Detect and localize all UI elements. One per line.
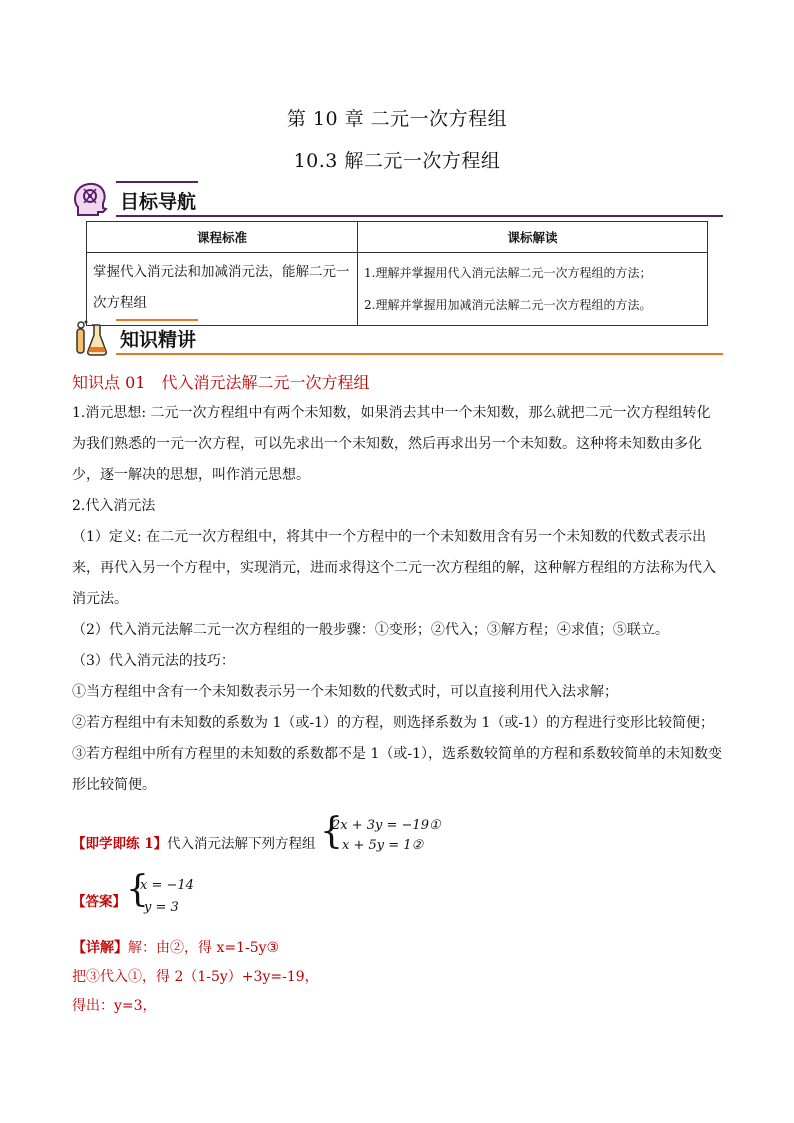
paragraph-elimination-idea: 1.消元思想: 二元一次方程组中有两个未知数，如果消去其中一个未知数，那么就把二元一次方程组转化为我们熟悉的一元一次方程，可以先求出一个未知数，然后再求出另一个未知数。这种将未知数由多化少，逐一解决的思想，叫作消元思想。 xyxy=(72,405,711,483)
knowledge-banner xyxy=(72,319,723,357)
exercise-equation-1: 2x + 3y = −19① xyxy=(332,818,441,833)
paragraph-tips-heading: （3）代入消元法的技巧： xyxy=(72,653,235,669)
lab-flask-icon xyxy=(72,319,110,357)
interpretation-cell xyxy=(358,253,708,326)
paragraph-definition: （1）定义: 在二元一次方程组中，将其中一个方程中的一个未知数用含有另一个未知数的代数式表示出来，再代入另一个方程中，实现消元，进而求得这个二元一次方程组的解，这种解方程组的方法称为代入消元法。 xyxy=(72,529,716,607)
paragraph-tip-1: ①当方程组中含有一个未知数表示另一个未知数的代数式时，可以直接利用代入法求解； xyxy=(72,684,618,700)
detail-line-1: 解：由②，得 x=1-5y③ xyxy=(128,940,280,956)
answer-equation-system xyxy=(126,869,208,920)
detail-line-3: 得出：y=3， xyxy=(72,998,157,1014)
knowledge-point-number: 知识点 01 xyxy=(72,373,146,392)
table-header-interpretation: 课标解读 xyxy=(358,222,708,253)
paragraph-tip-3: ③若方程组中所有方程里的未知数的系数都不是 1（或-1），选系数较简单的方程和系数较简单的未知数变形比较简便。 xyxy=(72,746,722,793)
knowledge-point-name: 代入消元法解二元一次方程组 xyxy=(161,373,370,392)
goals-banner-label: 目标导航 xyxy=(120,191,197,213)
knowledge-point-title xyxy=(72,370,369,393)
detail-tag: 【详解】 xyxy=(72,940,128,956)
table-header-standard: 课程标准 xyxy=(87,222,358,253)
answer-equation-1: x = −14 xyxy=(140,878,194,893)
interpretation-item: 2.理解并掌握用加减消元法解二元一次方程组的方法。 xyxy=(364,298,652,312)
detail-line xyxy=(72,934,724,963)
answer-block xyxy=(72,869,372,920)
paragraph-substitution-heading: 2.代入消元法 xyxy=(72,498,156,514)
paragraph-tip-2: ②若方程组中有未知数的系数为 1（或-1）的方程，则选择系数为 1（或-1）的方程进行变形比较简便； xyxy=(72,715,714,731)
interpretation-item: 1.理解并掌握用代入消元法解二元一次方程组的方法； xyxy=(364,266,652,280)
section-title: 10.3 解二元一次方程组 xyxy=(293,150,501,172)
table-row xyxy=(87,253,708,326)
exercise-prompt: 代入消元法解下列方程组 xyxy=(167,836,316,852)
answer-tag: 【答案】 xyxy=(72,894,126,910)
table-header-row xyxy=(87,222,708,253)
exercise-equation-2: x + 5y = 1② xyxy=(342,838,424,853)
brain-gear-icon xyxy=(72,181,110,219)
paragraph-steps: （2）代入消元法解二元一次方程组的一般步骤：①变形；②代入；③解方程；④求值；⑤联立。 xyxy=(72,622,669,638)
goals-banner xyxy=(72,181,723,219)
chapter-title: 第 10 章 二元一次方程组 xyxy=(286,108,508,130)
answer-equation-2: y = 3 xyxy=(144,900,179,915)
knowledge-banner-label: 知识精讲 xyxy=(120,329,197,351)
brace-symbol: { xyxy=(126,869,149,910)
standards-table xyxy=(86,221,708,326)
body-text xyxy=(72,398,724,801)
brace-symbol: { xyxy=(320,811,343,852)
detail-line-2: 把③代入①，得 2（1-5y）+3y=-19， xyxy=(72,969,319,985)
detail-block xyxy=(72,934,724,1021)
standard-cell: 掌握代入消元法和加减消元法，能解二元一次方程组 xyxy=(87,253,358,326)
exercise-tag: 【即学即练 1】 xyxy=(72,836,168,852)
exercise-block xyxy=(72,811,724,860)
exercise-equation-system xyxy=(320,811,442,858)
